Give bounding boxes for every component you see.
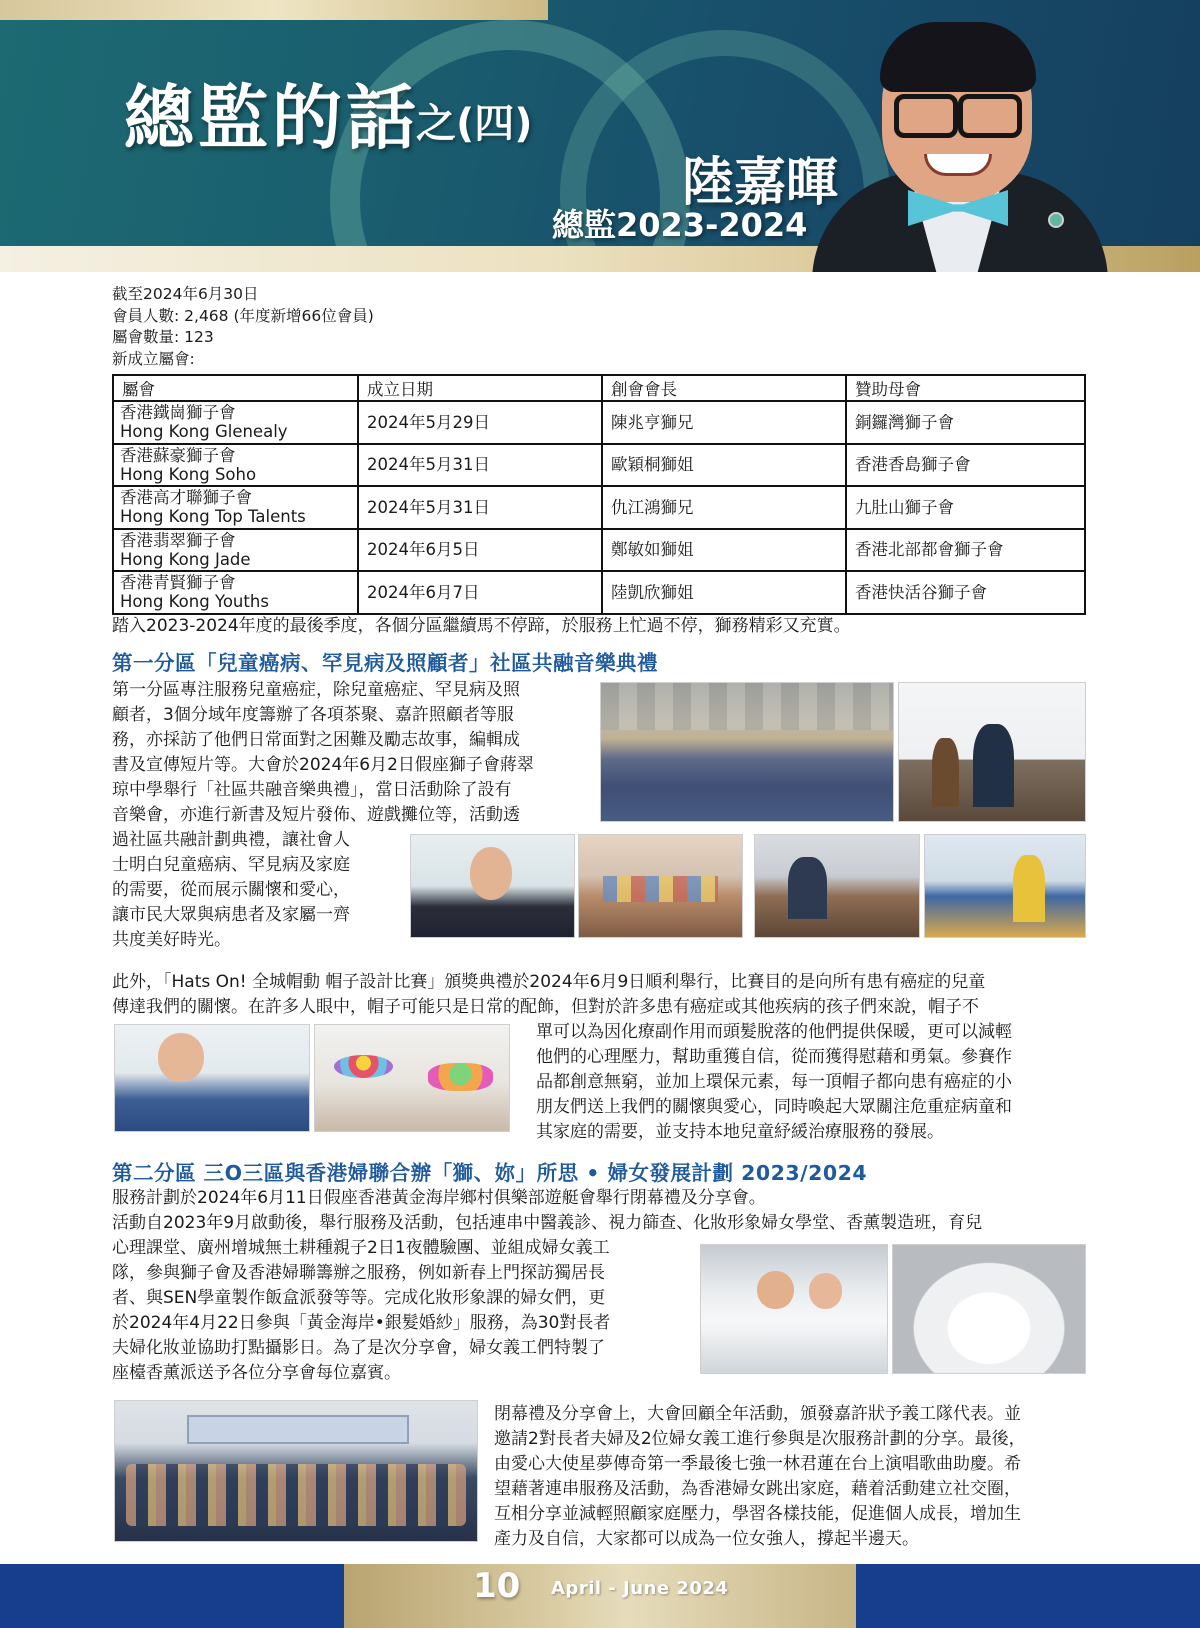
text-line: 服務計劃於2024年6月11日假座香港黃金海岸鄉村俱樂部遊艇會舉行閉幕禮及分享會。 bbox=[112, 1188, 766, 1208]
text-line: 心理課堂、廣州增城無土耕種親子2日1夜體驗團、並組成婦女義工 bbox=[112, 1238, 610, 1258]
new-clubs-table bbox=[112, 374, 1086, 615]
text-line: 隊，參與獅子會及香港婦聯籌辦之服務，例如新春上門探訪獨居長 bbox=[112, 1263, 605, 1283]
text-line: 產力及自信，大家都可以成為一位女強人，撐起半邊天。 bbox=[494, 1529, 919, 1549]
text-line: 琼中學舉行「社區共融音樂典禮」，當日活動除了設有 bbox=[112, 780, 512, 800]
photo-stage-performance bbox=[898, 682, 1086, 822]
charter-president: 鄭敏如獅姐 bbox=[602, 529, 846, 572]
charter-president: 歐穎桐獅姐 bbox=[602, 444, 846, 487]
author-name: 陸嘉暉 bbox=[682, 153, 839, 213]
club-name-zh: 香港高才聯獅子會 bbox=[120, 488, 252, 508]
section1-paragraph-1 bbox=[112, 678, 586, 828]
hats-paragraph bbox=[112, 970, 1098, 1020]
text-line: 士明白兒童癌病、罕見病及家庭 bbox=[112, 855, 350, 875]
gold-top-bar bbox=[0, 0, 548, 20]
founding-date: 2024年5月31日 bbox=[358, 486, 602, 529]
page-number: 10 bbox=[473, 1566, 521, 1606]
page-title: 總監的話 bbox=[124, 77, 420, 159]
table-row bbox=[113, 401, 1085, 444]
photo-stage-group bbox=[578, 834, 743, 938]
text-line: 活動自2023年9月啟動後，舉行服務及活動，包括連串中醫義診、視力篩查、化妝形象婦女學堂、香薰製造班，育兒 bbox=[112, 1213, 983, 1233]
text-line: 於2024年4月22日參與「黃金海岸•銀髮婚紗」服務，為30對長者 bbox=[112, 1313, 611, 1333]
text-line: 朋友們送上我們的關懷與愛心，同時喚起大眾關注危重症病童和 bbox=[536, 1097, 1012, 1117]
text-line: 閉幕禮及分享會上，大會回顧全年活動，頒發嘉許狀予義工隊代表。並 bbox=[494, 1404, 1021, 1424]
photo-wedding-venue bbox=[892, 1244, 1086, 1374]
text-line: 務，亦採訪了他們日常面對之困難及勵志故事，編輯成 bbox=[112, 730, 520, 750]
stats-members: 會員人數: 2,468 (年度新增66位會員) bbox=[112, 306, 374, 325]
hats-paragraph-continued bbox=[536, 1020, 1089, 1145]
club-name-zh: 香港青賢獅子會 bbox=[120, 573, 236, 593]
club-name-zh: 香港翡翠獅子會 bbox=[120, 530, 236, 550]
section2-paragraph-1 bbox=[112, 1186, 1098, 1236]
club-name-zh: 香港蘇豪獅子會 bbox=[120, 445, 236, 465]
text-line: 單可以為因化療副作用而頭髮脫落的他們提供保暖，更可以減輕 bbox=[536, 1022, 1012, 1042]
photo-hat-designs bbox=[314, 1024, 510, 1132]
sponsor-club: 香港快活谷獅子會 bbox=[846, 571, 1085, 614]
text-line: 者、與SEN學童製作飯盒派發等等。完成化妝形象課的婦女們，更 bbox=[112, 1288, 606, 1308]
text-line: 其家庭的需要，並支持本地兒童紓緩治療服務的發展。 bbox=[536, 1122, 944, 1142]
photo-concert-hall bbox=[600, 682, 894, 822]
club-name-cell bbox=[113, 444, 358, 487]
founding-date: 2024年5月31日 bbox=[358, 444, 602, 487]
stats-clubs: 屬會數量: 123 bbox=[112, 328, 214, 346]
table-row bbox=[113, 571, 1085, 614]
photo-group-closing bbox=[114, 1400, 478, 1542]
text-line: 他們的心理壓力，幫助重獲自信，從而獲得慰藉和勇氣。參賽作 bbox=[536, 1047, 1012, 1067]
founding-date: 2024年6月7日 bbox=[358, 571, 602, 614]
text-line: 音樂會，亦進行新書及短片發佈、遊戲攤位等，活動透 bbox=[112, 805, 520, 825]
membership-stats bbox=[112, 284, 374, 370]
photo-girl-speaker bbox=[114, 1024, 310, 1132]
stats-new-clubs: 新成立屬會: bbox=[112, 349, 195, 368]
header-banner bbox=[0, 0, 1200, 272]
charter-president: 仇江鴻獅兄 bbox=[602, 486, 846, 529]
table-header-row bbox=[113, 375, 1085, 401]
sponsor-club: 香港香島獅子會 bbox=[846, 444, 1085, 487]
section2-paragraph-2 bbox=[112, 1236, 684, 1386]
section2-heading: 第二分區 三O三區與香港婦聯合辦「獅、妳」所思 • 婦女發展計劃 2023/2024 bbox=[112, 1161, 868, 1185]
club-name-cell bbox=[113, 401, 358, 444]
intro-paragraph: 踏入2023-2024年度的最後季度，各個分區繼續馬不停蹄，於服務上忙過不停，獅務精彩又充實。 bbox=[112, 616, 851, 636]
photo-wedding-couples bbox=[700, 1244, 888, 1374]
club-name-en: Hong Kong Glenealy bbox=[120, 422, 288, 442]
founding-date: 2024年5月29日 bbox=[358, 401, 602, 444]
text-line: 品都創意無窮，並加上環保元素，每一頂帽子都向患有癌症的小 bbox=[536, 1072, 1012, 1092]
column-header: 屬會 bbox=[113, 375, 358, 401]
issue-date: April - June 2024 bbox=[551, 1578, 729, 1599]
stats-as-of: 截至2024年6月30日 bbox=[112, 285, 259, 303]
section2-closing-paragraph bbox=[494, 1402, 1088, 1552]
table-row bbox=[113, 529, 1085, 572]
text-line: 座檯香薰派送予各位分享會每位嘉賓。 bbox=[112, 1363, 401, 1383]
club-name-zh: 香港鐵崗獅子會 bbox=[120, 403, 236, 423]
lions-pin-icon bbox=[1048, 212, 1064, 228]
sponsor-club: 香港北部都會獅子會 bbox=[846, 529, 1085, 572]
text-line: 此外，「Hats On! 全城帽動 帽子設計比賽」頒獎典禮於2024年6月9日順利舉行，比賽目的是向所有患有癌症的兒童 bbox=[112, 972, 986, 992]
club-name-en: Hong Kong Soho bbox=[120, 464, 257, 484]
page-title-suffix: 之(四) bbox=[416, 101, 533, 147]
text-line: 夫婦化妝並協助打點攝影日。為了是次分享會，婦女義工們特製了 bbox=[112, 1338, 605, 1358]
club-name-en: Hong Kong Top Talents bbox=[120, 507, 306, 527]
club-name-cell bbox=[113, 571, 358, 614]
section1-paragraph-2 bbox=[112, 828, 402, 953]
table-row bbox=[113, 444, 1085, 487]
club-name-en: Hong Kong Youths bbox=[120, 592, 269, 612]
bowtie-icon bbox=[908, 190, 1008, 226]
text-line: 顧者，3個分域年度籌辦了各項茶聚、嘉許照顧者等服 bbox=[112, 705, 514, 725]
column-header: 成立日期 bbox=[358, 375, 602, 401]
text-line: 讓市民大眾與病患者及家屬一齊 bbox=[112, 905, 350, 925]
photo-boy-speaker bbox=[410, 834, 575, 938]
text-line: 第一分區專注服務兒童癌症，除兒童癌症、罕見病及照 bbox=[112, 680, 520, 700]
sponsor-club: 九肚山獅子會 bbox=[846, 486, 1085, 529]
text-line: 由愛心大使星夢傳奇第一季最後七強一林君蓮在台上演唱歌曲助慶。希 bbox=[494, 1454, 1021, 1474]
charter-president: 陳兆亨獅兄 bbox=[602, 401, 846, 444]
text-line: 望藉著連串服務及活動，為香港婦女跳出家庭，藉着活動建立社交圈， bbox=[494, 1479, 1021, 1499]
charter-president: 陸凱欣獅姐 bbox=[602, 571, 846, 614]
club-name-cell bbox=[113, 529, 358, 572]
sponsor-club: 銅鑼灣獅子會 bbox=[846, 401, 1085, 444]
column-header: 贊助母會 bbox=[846, 375, 1085, 401]
text-line: 傳達我們的關懷。在許多人眼中，帽子可能只是日常的配飾，但對於許多患有癌症或其他疾病的孩子們來說，帽子不 bbox=[112, 997, 979, 1017]
text-line: 邀請2對長者夫婦及2位婦女義工進行參與是次服務計劃的分享。最後， bbox=[494, 1429, 1026, 1449]
text-line: 互相分享並減輕照顧家庭壓力，學習各樣技能，促進個人成長，增加生 bbox=[494, 1504, 1021, 1524]
text-line: 共度美好時光。 bbox=[112, 930, 231, 950]
photo-game-booth bbox=[754, 834, 920, 938]
section1-heading: 第一分區「兒童癌病、罕見病及照顧者」社區共融音樂典禮 bbox=[112, 651, 658, 675]
club-name-en: Hong Kong Jade bbox=[120, 549, 251, 569]
text-line: 過社區共融計劃典禮，讓社會人 bbox=[112, 830, 350, 850]
text-line: 書及宣傳短片等。大會於2024年6月2日假座獅子會蔣翠 bbox=[112, 755, 534, 775]
table-row bbox=[113, 486, 1085, 529]
text-line: 的需要，從而展示關懷和愛心， bbox=[112, 880, 350, 900]
column-header: 創會會長 bbox=[602, 375, 846, 401]
photo-book-launch bbox=[924, 834, 1086, 938]
author-role: 總監2023-2024 bbox=[552, 206, 808, 244]
author-portrait bbox=[812, 12, 1108, 272]
club-name-cell bbox=[113, 486, 358, 529]
founding-date: 2024年6月5日 bbox=[358, 529, 602, 572]
